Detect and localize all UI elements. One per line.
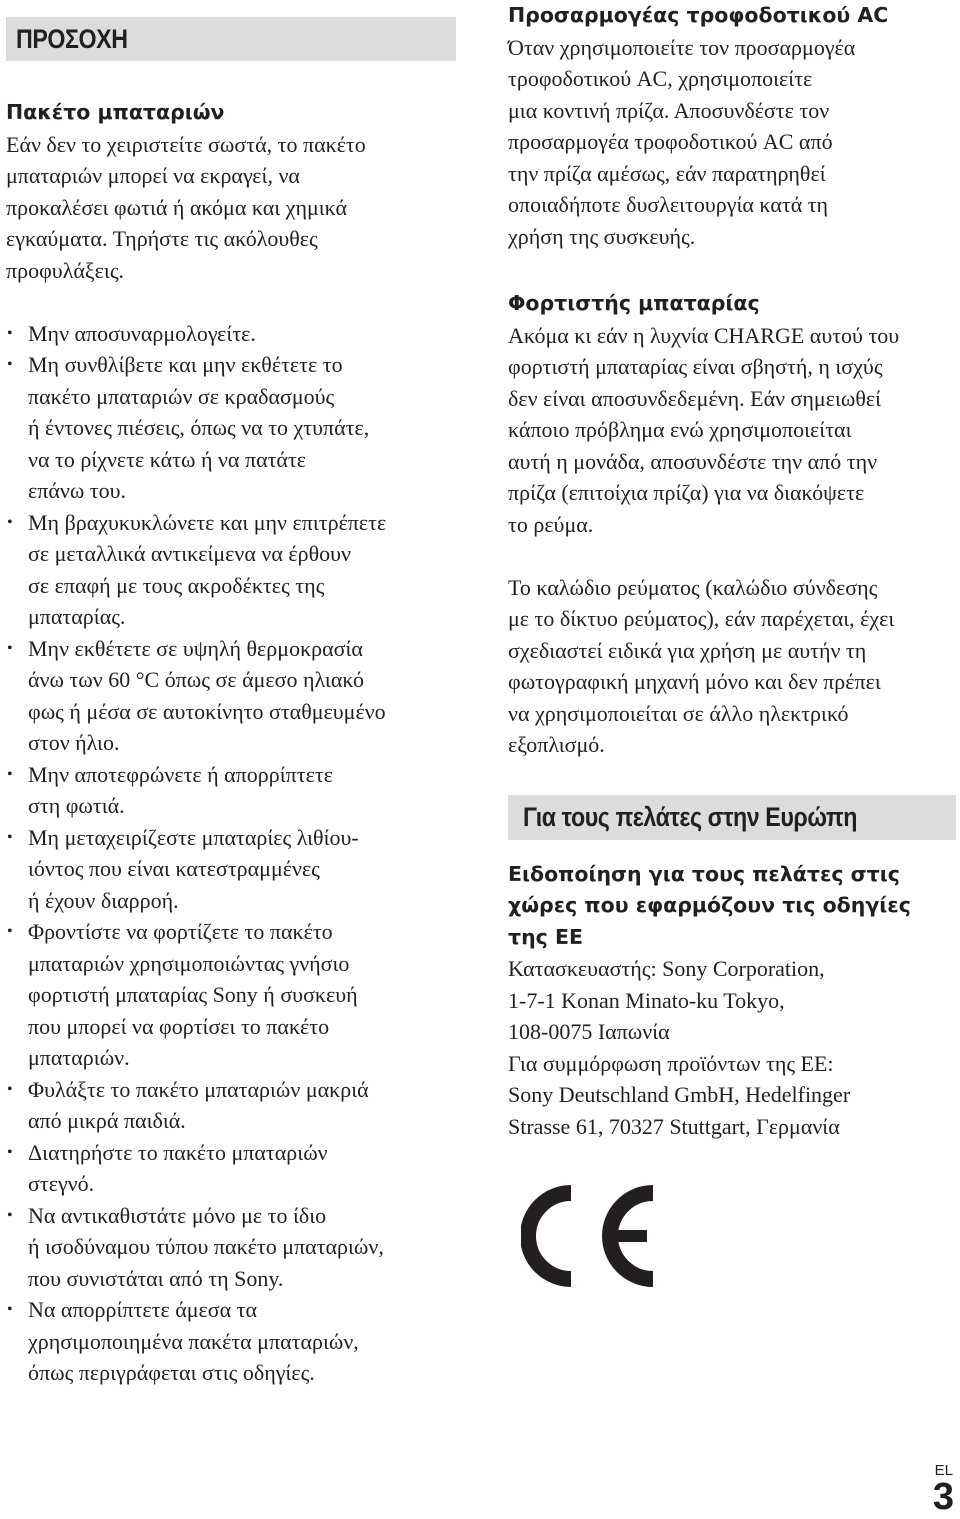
precaution-line: Μην εκθέτετε σε υψηλή θερμοκρασία [28, 635, 363, 661]
charger-heading: Φορτιστής μπαταρίας [508, 291, 760, 315]
battery-intro [6, 129, 456, 287]
bullet-icon: • [7, 1143, 13, 1161]
precaution-line: στη φωτιά. [28, 793, 125, 818]
bullet-icon: • [7, 513, 13, 531]
text-line: το ρεύμα. [508, 511, 594, 537]
precaution-item [6, 759, 456, 822]
precaution-line: μπαταριών χρησιμοποιώντας γνήσιο [28, 950, 350, 976]
precaution-item [6, 349, 456, 507]
text-line: σχεδιαστεί ειδικά για χρήση με αυτήν τη [508, 637, 867, 663]
precaution-item [6, 633, 456, 759]
caution-banner [6, 17, 456, 61]
language-code: EL [934, 1462, 953, 1479]
text-line: Strasse 61, 70327 Stuttgart, Γερμανία [508, 1113, 840, 1139]
precaution-line: μπαταρίας. [28, 604, 126, 629]
precaution-line: Φυλάξτε το πακέτο μπαταριών μακριά [28, 1076, 369, 1102]
precaution-line: ή έντονες πιέσεις, όπως να το χτυπάτε, [28, 415, 370, 440]
precaution-item [6, 507, 456, 633]
text-line: φορτιστή μπαταρίας είναι σβηστή, η ισχύς [508, 354, 883, 379]
bullet-icon: • [7, 324, 13, 342]
charger-text [508, 320, 956, 541]
text-line: φωτογραφική μηχανή μόνο και δεν πρέπει [508, 669, 881, 694]
precaution-line: Μη συνθλίβετε και μην εκθέτετε το [28, 352, 343, 377]
heading-line: της ΕΕ [508, 924, 583, 949]
bullet-icon: • [7, 1080, 13, 1098]
precaution-line: στεγνό. [28, 1171, 95, 1196]
precaution-line: να το ρίχνετε κάτω ή να πατάτε [28, 446, 307, 472]
precaution-line: που μπορεί να φορτίσει το πακέτο [28, 1013, 330, 1039]
precaution-line: Μην αποσυναρμολογείτε. [28, 320, 256, 346]
precaution-item [6, 318, 456, 350]
text-line: τροφοδοτικού AC, χρησιμοποιείτε [508, 66, 813, 91]
page-number: 3 [932, 1476, 954, 1518]
europe-banner [508, 795, 956, 840]
bullet-icon: • [7, 1206, 13, 1224]
text-line: 1-7-1 Konan Minato-ku Tokyo, [508, 987, 785, 1013]
precaution-line: Μην αποτεφρώνετε ή απορρίπτετε [28, 761, 333, 787]
precaution-item [6, 916, 456, 1074]
text-line: Το καλώδιο ρεύματος (καλώδιο σύνδεσης [508, 574, 878, 600]
heading-line: Ειδοποίηση για τους πελάτες στις [508, 861, 900, 886]
text-line: δεν είναι αποσυνδεδεμένη. Εάν σημειωθεί [508, 385, 882, 411]
precaution-line: επάνω του. [28, 478, 127, 503]
text-line: πρίζα (επιτοίχια πρίζα) για να διακόψετε [508, 480, 865, 505]
text-line: εγκαύματα. Τηρήστε τις ακόλουθες [6, 226, 318, 251]
precaution-line: που συνιστάται από τη Sony. [28, 1265, 284, 1291]
precaution-line: φως ή μέσα σε αυτοκίνητο σταθμευμένο [28, 698, 386, 724]
precaution-line: σε επαφή με τους ακροδέκτες της [28, 572, 325, 598]
precaution-line: ή ισοδύναμου τύπου πακέτο μπαταριών, [28, 1234, 384, 1259]
precaution-line: ιόντος που είναι κατεστραμμένες [28, 856, 320, 881]
precaution-line: χρησιμοποιημένα πακέτα μπαταριών, [28, 1328, 359, 1354]
text-line: προφυλάξεις. [6, 257, 125, 283]
eu-notice-text [508, 953, 956, 1142]
text-line: να χρησιμοποιείται σε άλλο ηλεκτρικό [508, 700, 849, 726]
heading-line: χώρες που εφαρμόζουν τις οδηγίες [508, 893, 911, 917]
eu-notice-heading [508, 859, 956, 954]
text-line: Ακόμα κι εάν η λυχνία CHARGE αυτού του [508, 322, 900, 348]
precaution-item [6, 822, 456, 917]
precaution-item [6, 1074, 456, 1137]
text-line: χρήση της συσκευής. [508, 223, 696, 249]
text-line: μπαταριών μπορεί να εκραγεί, να [6, 163, 300, 188]
precaution-line: από μικρά παιδιά. [28, 1108, 186, 1133]
precaution-line: μπαταριών. [28, 1045, 130, 1070]
precaution-line: Να απορρίπτετε άμεσα τα [28, 1297, 258, 1322]
text-line: με το δίκτυο ρεύματος), εάν παρέχεται, έχει [508, 606, 895, 631]
left-column [6, 17, 456, 1389]
precaution-line: Να αντικαθιστάτε μόνο με το ίδιο [28, 1202, 327, 1228]
text-line: την πρίζα αμέσως, εάν παρατηρηθεί [508, 160, 826, 186]
right-column [508, 0, 956, 1142]
precaution-line: Διατηρήστε το πακέτο μπαταριών [28, 1139, 328, 1165]
precaution-line: στον ήλιο. [28, 730, 120, 755]
text-line: Κατασκευαστής: Sony Corporation, [508, 956, 825, 981]
text-line: αυτή η μονάδα, αποσυνδέστε την από την [508, 448, 878, 474]
battery-precautions-list [6, 318, 456, 1389]
bullet-icon: • [7, 828, 13, 846]
text-line: οποιαδήποτε δυσλειτουργία κατά τη [508, 192, 829, 217]
text-line: Εάν δεν το χειριστείτε σωστά, το πακέτο [6, 131, 366, 157]
text-line: 108-0075 Ιαπωνία [508, 1019, 670, 1044]
bullet-icon: • [7, 639, 13, 657]
precaution-line: φορτιστή μπαταρίας Sony ή συσκευή [28, 982, 358, 1007]
precaution-line: Μη βραχυκυκλώνετε και μην επιτρέπετε [28, 509, 387, 535]
battery-heading: Πακέτο μπαταριών [6, 100, 225, 124]
bullet-icon: • [7, 1301, 13, 1318]
precaution-line: ή έχουν διαρροή. [28, 887, 179, 913]
ce-mark-icon [521, 1185, 661, 1287]
precaution-line: σε μεταλλικά αντικείμενα να έρθουν [28, 541, 351, 566]
text-line: εξοπλισμό. [508, 732, 605, 757]
ac-adapter-heading: Προσαρμογέας τροφοδοτικού AC [508, 3, 889, 27]
precaution-line: πακέτο μπαταριών σε κραδασμούς [28, 383, 335, 409]
precaution-item [6, 1294, 456, 1389]
text-line: προσαρμογέα τροφοδοτικού AC από [508, 129, 833, 154]
text-line: κάποιο πρόβλημα ενώ χρησιμοποιείται [508, 417, 852, 442]
bullet-icon: • [7, 765, 13, 783]
caution-banner-text: ΠΡΟΣΟΧΗ [16, 23, 128, 54]
precaution-item [6, 1200, 456, 1295]
precaution-line: άνω των 60 °C όπως σε άμεσο ηλιακό [28, 667, 364, 692]
text-line: Sony Deutschland GmbH, Hedelfinger [508, 1082, 851, 1107]
europe-banner-text: Για τους πελάτες στην Ευρώπη [523, 801, 858, 832]
precaution-line: Μη μεταχειρίζεστε μπαταρίες λιθίου- [28, 824, 359, 850]
power-cord-text [508, 572, 956, 761]
bullet-icon: • [7, 356, 13, 373]
precaution-line: όπως περιγράφεται στις οδηγίες. [28, 1360, 315, 1385]
text-line: προκαλέσει φωτιά ή ακόμα και χημικά [6, 194, 348, 220]
text-line: Όταν χρησιμοποιείτε τον προσαρμογέα [508, 34, 856, 60]
ac-adapter-text [508, 32, 956, 253]
precaution-line: Φροντίστε να φορτίζετε το πακέτο [28, 919, 333, 944]
text-line: μια κοντινή πρίζα. Αποσυνδέστε τον [508, 97, 830, 123]
text-line: Για συμμόρφωση προϊόντων της ΕΕ: [508, 1050, 834, 1076]
precaution-item [6, 1137, 456, 1200]
bullet-icon: • [7, 923, 13, 940]
